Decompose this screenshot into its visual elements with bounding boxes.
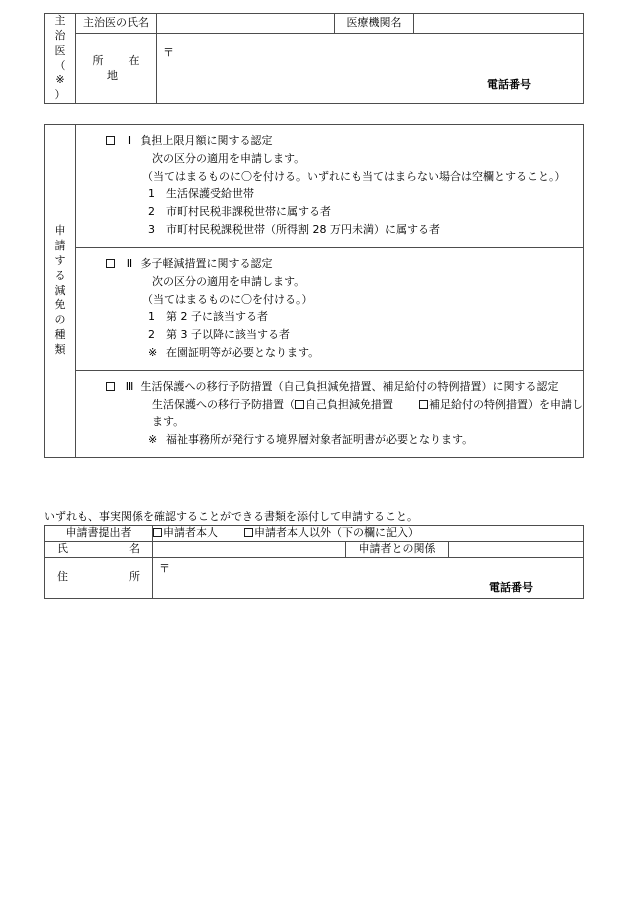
vertical-char: 医 xyxy=(54,43,66,57)
section-3-footnote xyxy=(76,431,583,449)
relation-field[interactable] xyxy=(449,541,584,557)
section-1-numeral: Ⅰ xyxy=(127,134,132,147)
section-3-heading xyxy=(76,378,583,396)
option-text: 市町村民税課税世帯（所得割 28 万円未満）に属する者 xyxy=(166,223,440,237)
vertical-char: 申 xyxy=(54,224,66,238)
reduction-types-table xyxy=(44,124,584,458)
applicant-name-label: 氏 名 xyxy=(45,541,153,557)
submitter-option-self-label: 申請者本人 xyxy=(163,526,218,539)
medical-institution-label: 医療機関名 xyxy=(335,14,414,34)
option-number: 2 xyxy=(148,205,155,219)
medical-institution-field[interactable] xyxy=(414,14,584,34)
reduction-sections-cell xyxy=(76,125,584,458)
option-text: 生活保護受給世帯 xyxy=(166,187,254,201)
footnote-mark: ※ xyxy=(148,433,158,447)
applicant-name-field[interactable] xyxy=(153,541,346,557)
section-3-option-1-text: 自己負担減免措置 xyxy=(305,397,393,411)
reduction-section-2 xyxy=(76,248,583,371)
footnote-text: 福祉事務所が発行する境界層対象者証明書が必要となります。 xyxy=(166,433,474,447)
section-1-apply-line: 次の区分の適用を申請します。 xyxy=(152,151,306,165)
checkbox-section-2[interactable] xyxy=(106,259,115,268)
section-1-note-line: （当てはまるものに〇を付ける。いずれにも当てはまらない場合は空欄とすること。） xyxy=(142,169,566,183)
vertical-char: の xyxy=(54,313,66,327)
vertical-char: 免 xyxy=(54,298,66,312)
submitter-label: 申請書提出者 xyxy=(45,526,153,542)
option-number: 1 xyxy=(148,310,155,324)
section-3-body-line xyxy=(76,396,583,414)
option-number: 1 xyxy=(148,187,155,201)
vertical-char: す xyxy=(54,253,66,267)
applicant-tel-label: 電話番号 xyxy=(489,580,533,594)
table-row xyxy=(45,526,584,542)
applicant-table xyxy=(44,525,584,599)
table-row xyxy=(45,14,584,34)
section-2-title: 多子軽減措置に関する認定 xyxy=(140,256,273,270)
reduction-section-3 xyxy=(76,371,583,457)
vertical-char: 減 xyxy=(54,283,66,297)
section-3-body-pre: 生活保護への移行予防措置（ xyxy=(152,397,295,411)
footnote-text: 在園証明等が必要となります。 xyxy=(166,345,320,359)
option-text: 市町村民税非課税世帯に属する者 xyxy=(166,205,331,219)
doctor-address-label: 所 在 地 xyxy=(76,34,157,104)
checkbox-section-1[interactable] xyxy=(106,136,115,145)
option-number: 3 xyxy=(148,223,155,237)
option-number: 2 xyxy=(148,328,155,342)
table-row xyxy=(45,557,584,598)
section-3-option-2-text: 補足給付の特例措置 xyxy=(429,397,528,411)
vertical-char: る xyxy=(54,268,66,282)
reduction-section-1 xyxy=(76,125,583,248)
option-text: 第 2 子に該当する者 xyxy=(166,310,268,324)
checkbox-supplementary-benefit[interactable] xyxy=(419,400,428,409)
submitter-option-other-label: 申請者本人以外（下の欄に記入） xyxy=(254,526,419,539)
section-3-body-tail: ます。 xyxy=(152,415,185,429)
reduction-types-vertical-label xyxy=(45,125,76,458)
relation-label: 申請者との関係 xyxy=(346,541,449,557)
section-2-apply-line: 次の区分の適用を申請します。 xyxy=(152,274,306,288)
vertical-char: （ xyxy=(54,58,66,72)
vertical-char: 種 xyxy=(54,328,66,342)
section-2-footnote xyxy=(76,344,583,362)
applicant-address-field[interactable] xyxy=(153,557,584,598)
checkbox-submitter-self[interactable] xyxy=(153,528,162,537)
vertical-char: 請 xyxy=(54,239,66,253)
table-row xyxy=(45,541,584,557)
footnote-mark: ※ xyxy=(148,345,158,359)
table-row xyxy=(45,34,584,104)
submitter-options xyxy=(153,526,584,542)
checkbox-self-burden-reduction[interactable] xyxy=(295,400,304,409)
section-1-option[interactable] xyxy=(76,185,583,203)
doctor-name-field[interactable] xyxy=(157,14,335,34)
section-1-title: 負担上限月額に関する認定 xyxy=(140,134,273,147)
vertical-char: 治 xyxy=(54,28,66,42)
vertical-char: 主 xyxy=(54,14,66,27)
vertical-char: ） xyxy=(54,88,66,102)
attending-doctor-table xyxy=(44,13,584,104)
table-row xyxy=(45,125,584,458)
attachment-note: いずれも、事実関係を確認することができる書類を添付して申請すること。 xyxy=(44,510,418,523)
section-3-numeral: Ⅲ xyxy=(125,379,134,393)
section-1-option[interactable] xyxy=(76,221,583,239)
postal-mark-icon: 〒 xyxy=(159,561,170,575)
doctor-tel-label: 電話番号 xyxy=(487,77,531,91)
section-2-numeral: Ⅱ xyxy=(126,256,133,270)
attending-doctor-vertical-label xyxy=(45,14,76,104)
vertical-char: ※ xyxy=(55,73,65,87)
section-2-note-line: （当てはまるものに〇を付ける。） xyxy=(142,292,313,306)
applicant-address-label: 住 所 xyxy=(45,557,153,598)
section-1-option[interactable] xyxy=(76,203,583,221)
vertical-char: 類 xyxy=(54,342,66,356)
section-1-heading xyxy=(76,132,583,150)
section-2-option[interactable] xyxy=(76,326,583,344)
section-2-option[interactable] xyxy=(76,308,583,326)
checkbox-section-3[interactable] xyxy=(106,382,115,391)
doctor-name-label: 主治医の氏名 xyxy=(76,14,157,34)
section-2-heading xyxy=(76,255,583,273)
section-3-title: 生活保護への移行予防措置（自己負担減免措置、補足給付の特例措置）に関する認定 xyxy=(140,379,559,393)
checkbox-submitter-other[interactable] xyxy=(244,528,253,537)
option-text: 第 3 子以降に該当する者 xyxy=(166,328,290,342)
doctor-address-field[interactable] xyxy=(157,34,584,104)
postal-mark-icon: 〒 xyxy=(163,45,174,59)
section-3-body-post: ）を申請し xyxy=(528,397,583,411)
